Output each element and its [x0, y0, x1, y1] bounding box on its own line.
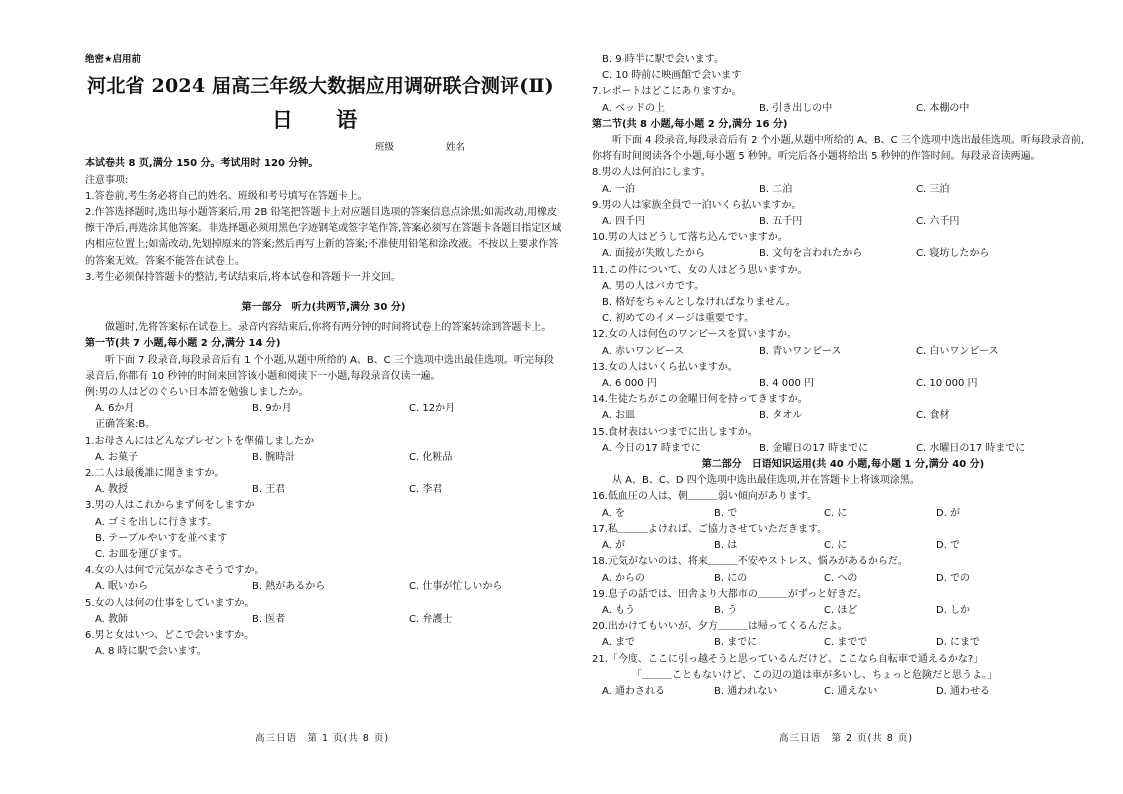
question-4-options	[85, 579, 562, 595]
option-c: C. 化粧品	[409, 451, 453, 463]
option-c: C. 初めてのイメージは重要です。	[602, 313, 755, 325]
page-footer: 高三日语 第 2 页(共 8 页)	[778, 733, 914, 744]
option-c: C. に	[824, 507, 848, 519]
question-6: 6.男と女はいつ、どこで会いますか。	[85, 630, 255, 642]
option-b: B. にの	[714, 572, 748, 584]
option-a: A. 面接が失敗したから	[602, 248, 706, 260]
option-b: B. 腕時計	[252, 451, 296, 463]
option-c: C. ほど	[824, 604, 858, 616]
section2-intro: 听下面 4 段录音,每段录音后有 2 个小题,从题中所给的 A、B、C 三个选项中选出最佳选项。听每段录音前,你将有时间阅读各个小题,每小题 5 秒钟。听完后各小题将给出 5 秒钟的作答时间。每段录音读两遍。	[592, 135, 1085, 163]
option-a: A. が	[602, 540, 626, 552]
option-a: A. まで	[602, 637, 636, 649]
option-d: D. が	[936, 507, 961, 519]
part1-intro: 做题时,先将答案标在试卷上。录音内容结束后,你将有两分钟的时间将试卷上的答案转涂到答题卡上。	[105, 322, 552, 334]
notice-2: 2.作答选择题时,选出每小题答案后,用 2B 铅笔把答题卡上对应题目选项的答案信息点涂黑;如需改动,用橡皮擦干净后,再选涂其他答案。非选择题必须用黑色字迹钢笔或签字笔作答,答案必须写在答题卡各题目指定区域内相应位置上;如需改动,先划掉原来的答案;然后再写上新的答案;不准使用铅笔和涂改液。不按以上要求作答的答案无效。答案不能答在试卷上。	[85, 207, 562, 267]
option-b: B. 医者	[252, 613, 286, 625]
option-c: C. 10 000 円	[916, 378, 978, 390]
question-16: 16.低血圧の人は、朝＿＿＿弱い傾向があります。	[592, 491, 818, 503]
secret-label: 绝密★启用前	[85, 54, 142, 65]
question-11: 11.この件について、女の人はどう思いますか。	[592, 264, 808, 276]
question-2-options	[85, 482, 562, 498]
option-a: A. 教授	[95, 484, 129, 496]
option-a: A. お皿	[602, 410, 636, 422]
question-19: 19.息子の話では、田舎より大都市の＿＿＿がずっと好きだ。	[592, 588, 868, 600]
option-a: A. を	[602, 507, 626, 519]
option-d: D. しか	[936, 604, 971, 616]
question-14: 14.生徒たちがこの金曜日何を持ってきますか。	[592, 394, 808, 406]
option-b: B. う	[714, 604, 738, 616]
option-c: C. 六千円	[916, 216, 960, 228]
option-a: A. 四千円	[602, 216, 646, 228]
question-19-options	[592, 603, 1094, 619]
example-question: 例:男の人はどのぐらい日本語を勉強しましたか。	[85, 387, 309, 399]
question-9-options	[592, 214, 1094, 230]
question-9: 9.男の人は家族全員で一泊いくら払いますか。	[592, 199, 802, 211]
question-13: 13.女の人はいくら払いますか。	[592, 361, 738, 373]
example-answer: 正确答案:B。	[95, 419, 156, 431]
option-c: C. 弁護士	[409, 613, 453, 625]
question-8: 8.男の人は何泊にします。	[592, 167, 711, 179]
option-c: C. お皿を運びます。	[95, 549, 188, 561]
question-1-options	[85, 450, 562, 466]
part2-title: 第二部分 日语知识运用(共 40 小题,每小题 1 分,满分 40 分)	[701, 459, 985, 471]
section1-title: 第一节(共 7 小题,每小题 2 分,满分 14 分)	[85, 338, 281, 350]
section1-intro: 听下面 7 段录音,每段录音后有 1 个小题,从题中所给的 A、B、C 三个选项中选出最佳选项。听完每段录音后,你都有 10 秒钟的时间来回答该小题和阅读下一小题,每段录音仅读一遍。	[85, 354, 554, 382]
option-b: B. テーブルやいすを並べます	[95, 532, 228, 544]
option-c: C. 三泊	[916, 183, 950, 195]
option-b: B. 熱があるから	[252, 581, 326, 593]
question-3: 3.男の人はこれからまず何をしますか	[85, 500, 255, 512]
option-a: A. 今日の17 時までに	[602, 442, 701, 454]
question-17-options	[592, 538, 1094, 554]
option-c: C. 水曜日の17 時までに	[916, 442, 1026, 454]
option-d: D. での	[936, 572, 971, 584]
option-a: A. もう	[602, 604, 636, 616]
section2-title: 第二节(共 8 小题,每小题 2 分,满分 16 分)	[592, 118, 788, 130]
option-b: B. 五千円	[759, 216, 803, 228]
part2-intro: 从 A、B、C、D 四个选项中选出最佳选项,并在答题卡上将该项涂黑。	[612, 475, 920, 487]
option-b: B. 王君	[252, 484, 286, 496]
name-label: 姓名	[446, 142, 466, 154]
option-a: A. 6 000 円	[602, 378, 657, 390]
page-2-content	[592, 52, 1094, 700]
class-label: 班级	[375, 142, 395, 154]
question-10: 10.男の人はどうして落ち込んでいますか。	[592, 232, 788, 244]
option-c: C. 食材	[916, 410, 950, 422]
notice-title: 注意事项:	[85, 174, 129, 186]
option-c: C. 寝坊したから	[916, 248, 990, 260]
option-c: C. 12か月	[409, 403, 456, 415]
subject-title: 日 语	[271, 107, 376, 133]
option-a: A. 赤いワンピース	[602, 345, 685, 357]
question-5: 5.女の人は何の仕事をしていますか。	[85, 597, 255, 609]
option-d: D. 通わせる	[936, 685, 991, 697]
question-18-options	[592, 571, 1094, 587]
question-14-options	[592, 408, 1094, 424]
option-c: C. への	[824, 572, 858, 584]
option-a: A. 6か月	[95, 403, 135, 415]
question-20-options	[592, 635, 1094, 651]
exam-info: 本试卷共 8 页,满分 150 分。考试用时 120 分钟。	[85, 158, 319, 170]
page-1-content	[85, 52, 562, 661]
class-name-row	[85, 140, 562, 156]
question-18: 18.元気がないのは、将来＿＿＿不安やストレス、悩みがあるからだ。	[592, 556, 908, 568]
option-a: A. お菓子	[95, 451, 139, 463]
question-7: 7.レポートはどこにありますか。	[592, 86, 742, 98]
question-21-options	[592, 684, 1094, 700]
option-b: B. で	[714, 507, 738, 519]
question-7-options	[592, 101, 1094, 117]
question-13-options	[592, 376, 1094, 392]
question-4: 4.女の人は何で元気がなさそうですか。	[85, 565, 265, 577]
option-b: B. 格好をちゃんとしなければなりません。	[602, 297, 796, 309]
question-21-reply: 「＿＿＿こともないけど、この辺の道は車が多いし、ちょっと危険だと思うよ。」	[632, 669, 997, 681]
option-c: C. 仕事が忙しいから	[409, 581, 503, 593]
option-b: B. 青いワンピース	[759, 345, 842, 357]
option-a: A. 一泊	[602, 183, 636, 195]
option-b: B. は	[714, 540, 738, 552]
question-20: 20.出かけてもいいが、夕方＿＿＿は帰ってくるんだよ。	[592, 621, 848, 633]
option-c: C. 10 時前に映画館で会います	[602, 70, 742, 82]
question-16-options	[592, 506, 1094, 522]
option-b: B. までに	[714, 637, 758, 649]
option-d: D. にまで	[936, 637, 981, 649]
question-5-options	[85, 612, 562, 628]
option-b: B. 金曜日の17 時までに	[759, 442, 869, 454]
option-b: B. 文句を言われたから	[759, 248, 863, 260]
example-options	[85, 401, 562, 417]
question-8-options	[592, 182, 1094, 198]
question-2: 2.二人は最後誰に聞きますか。	[85, 468, 225, 480]
part1-title: 第一部分 听力(共两节,满分 30 分)	[241, 302, 406, 314]
option-c: C. までで	[824, 637, 868, 649]
question-1: 1.お母さんにはどんなプレゼントを準備しましたか	[85, 435, 315, 447]
option-c: C. 通えない	[824, 685, 878, 697]
option-b: B. 引き出しの中	[759, 102, 833, 114]
question-17: 17.私＿＿＿よければ、ご協力させていただきます。	[592, 523, 828, 535]
option-a: A. 通わされる	[602, 685, 666, 697]
question-15-options	[592, 441, 1094, 457]
option-c: C. 李君	[409, 484, 443, 496]
option-c: C. に	[824, 540, 848, 552]
page-1	[22, 0, 562, 794]
option-c: C. 白いワンピース	[916, 345, 999, 357]
option-b: B. タオル	[759, 410, 803, 422]
option-a: A. 眠いから	[95, 581, 149, 593]
option-d: D. で	[936, 540, 961, 552]
question-21: 21.「今度、ここに引っ越そうと思っているんだけど、ここなら自転車で通えるかな?」	[592, 653, 984, 665]
exam-title: 河北省 2024 届高三年级大数据应用调研联合测评(Ⅱ)	[87, 75, 554, 98]
option-a: A. 教師	[95, 613, 129, 625]
option-b: B. 二泊	[759, 183, 793, 195]
option-a: A. からの	[602, 572, 646, 584]
option-c: C. 本棚の中	[916, 102, 970, 114]
option-b: B. 通われない	[714, 685, 778, 697]
option-a: A. ベッドの上	[602, 102, 666, 114]
question-12-options	[592, 344, 1094, 360]
notice-1: 1.答卷前,考生务必将自己的姓名、班级和考号填写在答题卡上。	[85, 190, 368, 202]
question-12: 12.女の人は何色のワンピースを買いますか。	[592, 329, 798, 341]
option-a: A. 8 時に駅で会います。	[95, 646, 207, 658]
page-2	[584, 0, 1123, 794]
option-b: B. 9 時半に駅で会います。	[602, 54, 724, 65]
question-15: 15.食材表はいつまでに出しますか。	[592, 426, 758, 438]
option-a: A. ゴミを出しに行きます。	[95, 516, 218, 528]
option-b: B. 4 000 円	[759, 378, 815, 390]
page-footer: 高三日语 第 1 页(共 8 页)	[254, 733, 390, 744]
option-a: A. 男の人はバカです。	[602, 280, 705, 292]
notice-3: 3.考生必须保持答题卡的整洁,考试结束后,将本试卷和答题卡一并交回。	[85, 271, 401, 283]
option-b: B. 9か月	[252, 403, 292, 415]
question-10-options	[592, 246, 1094, 262]
